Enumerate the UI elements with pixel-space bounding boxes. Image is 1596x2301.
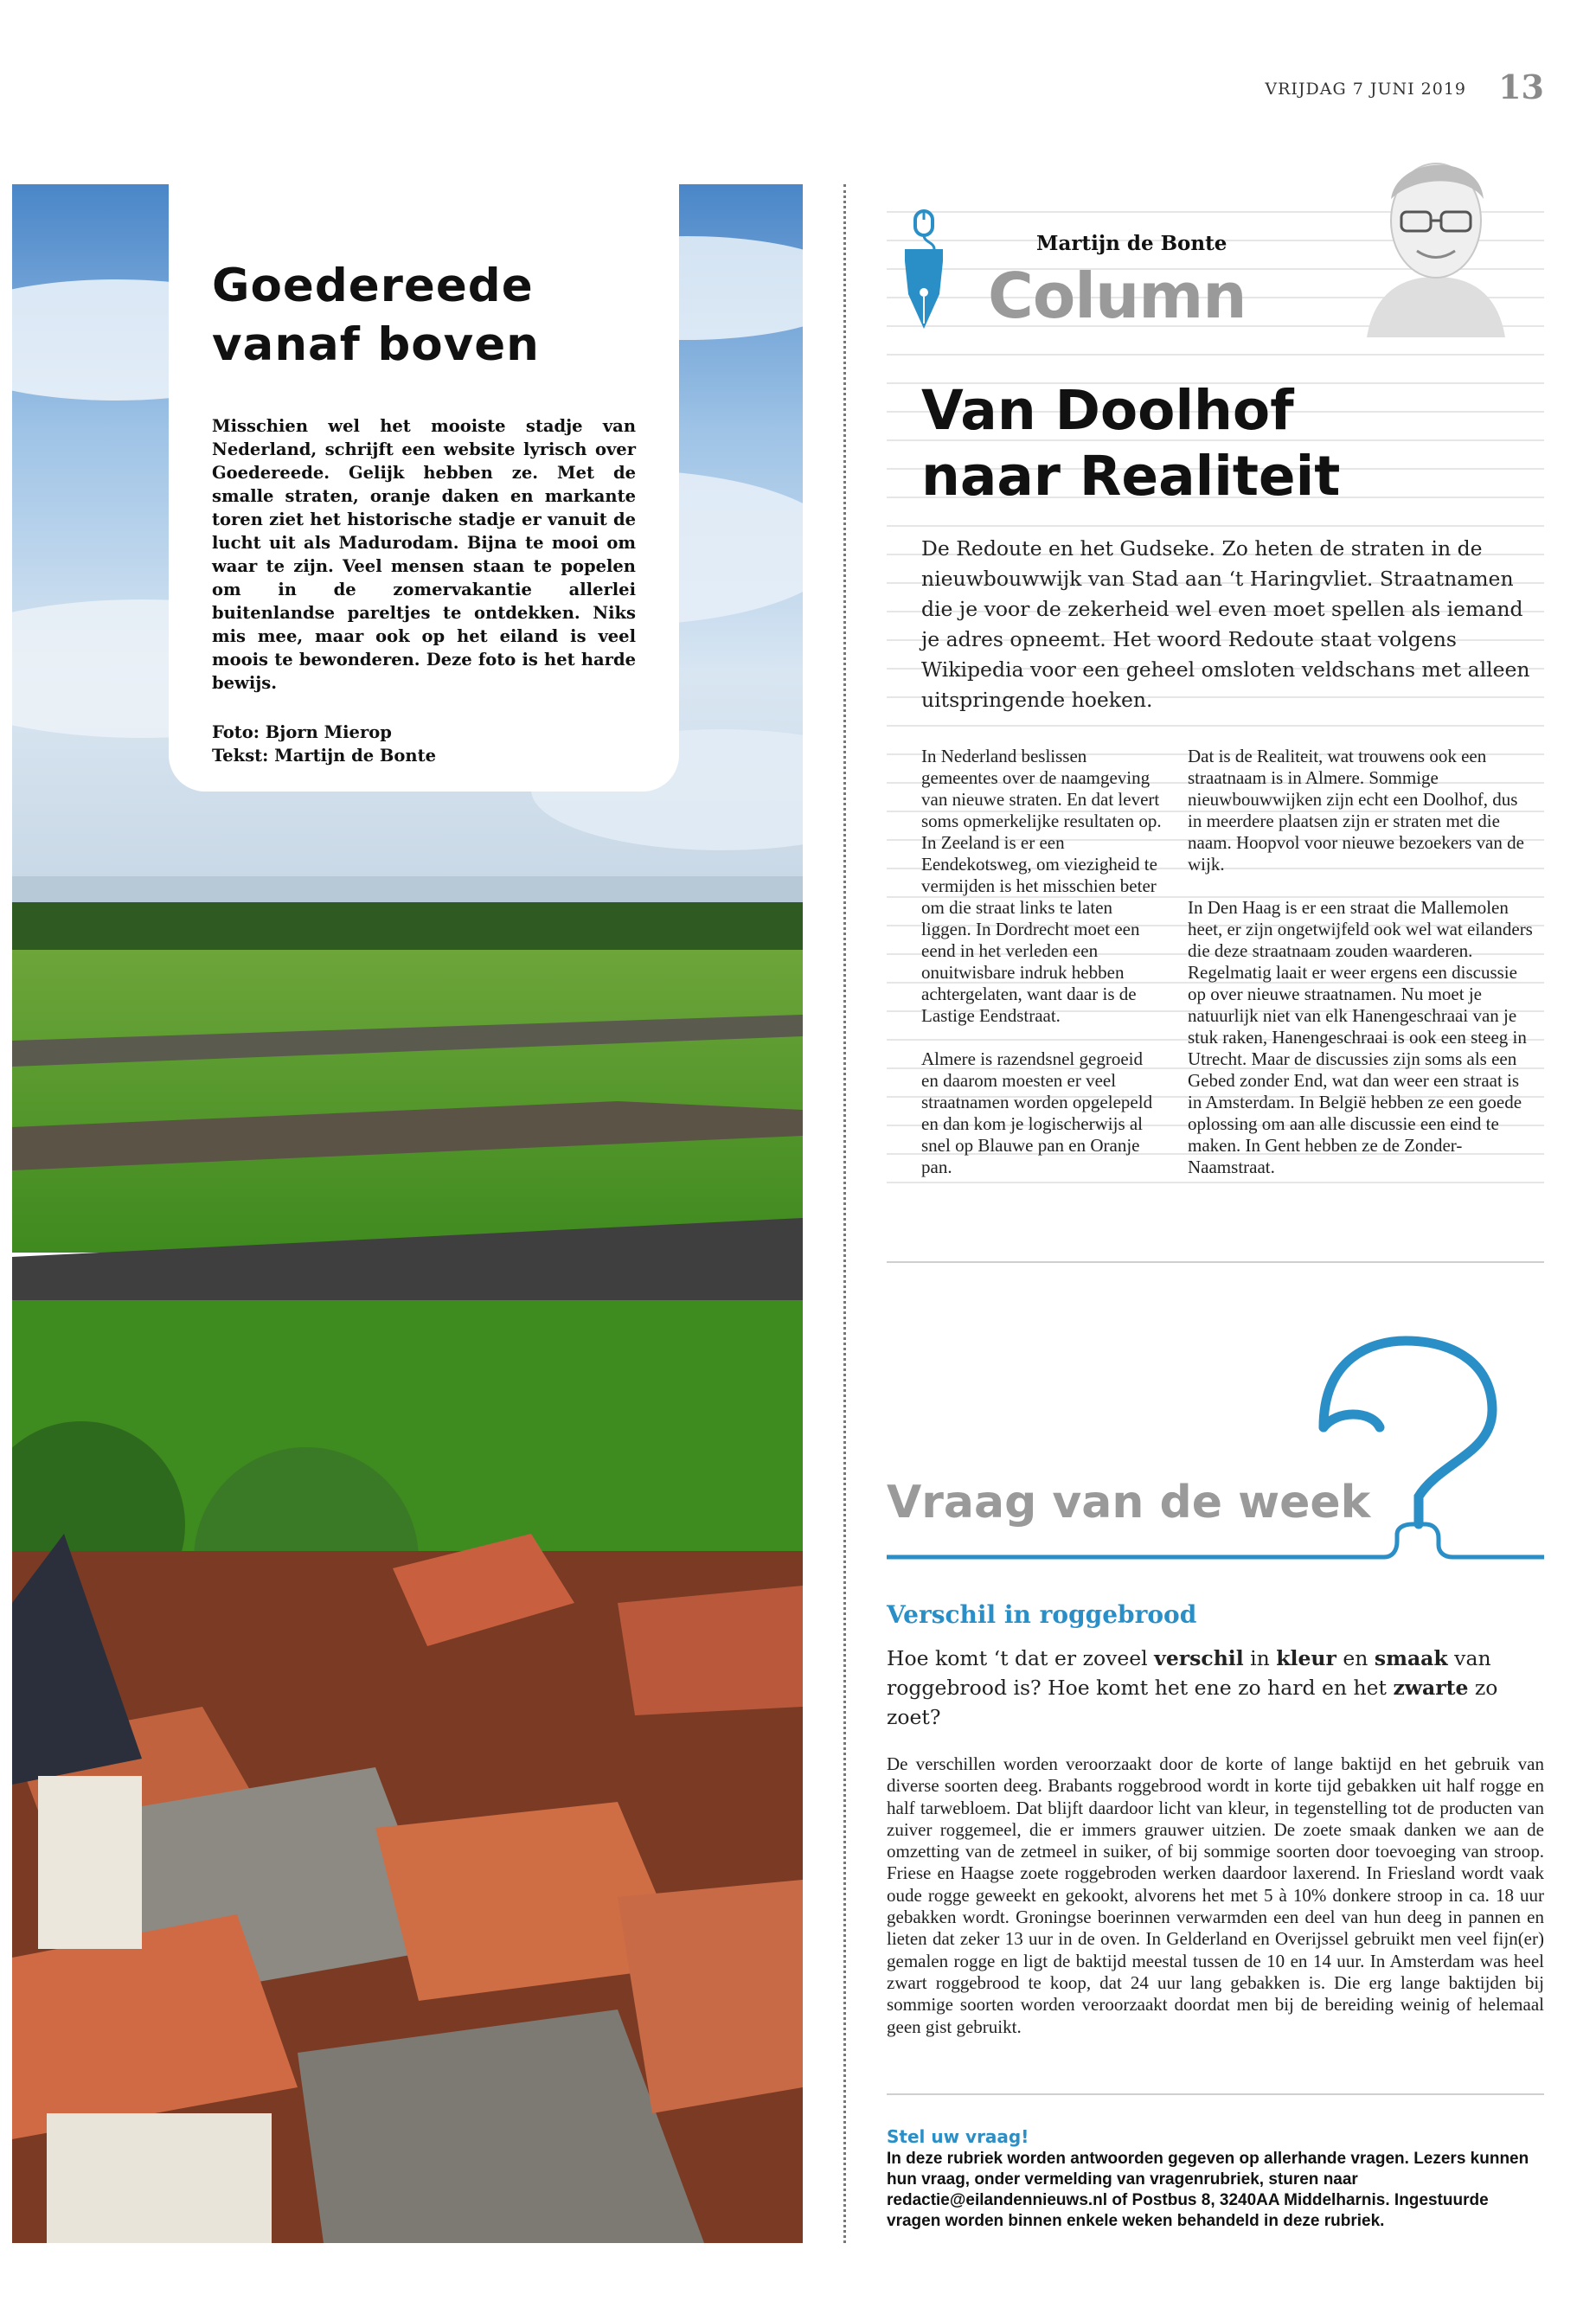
column-divider — [843, 184, 846, 2243]
question-emphasis: verschil — [1154, 1646, 1244, 1670]
photo-credit: Foto: Bjorn Mierop — [212, 722, 392, 742]
page-date: VRIJDAG 7 JUNI 2019 — [1265, 80, 1466, 99]
section-divider — [887, 1261, 1544, 1263]
column-headline-line2: naar Realiteit — [921, 445, 1341, 508]
column-body-left — [921, 746, 1163, 1178]
photo-credits — [212, 721, 636, 767]
section-divider — [887, 2093, 1544, 2095]
page-number: 13 — [1498, 67, 1544, 106]
question-emphasis: zwarte — [1393, 1676, 1469, 1700]
column-label: Column — [988, 260, 1247, 332]
column-paragraph: Dat is de Realiteit, wat trouwens ook een straatnaam is in Almere. Sommige nieuwbouwwijken zijn echt een Doolhof, dus in meerdere plaatsen zijn er straten met die naam. Hoopvol voor nieuwe bezoekers van de wijk. — [1188, 746, 1524, 875]
photo-title — [212, 257, 636, 375]
vraag-answer: De verschillen worden veroorzaakt door de korte of lange baktijd en het gebruik van diverse soorten deeg. Brabants roggebrood wordt in korte tijd gebakken uit half rogge en half tarwebloem. Dat blijft daardoor licht van kleur, in tegenstelling tot de producten van zuiver roggemeel, die er immers grauwer uitzien. De zoete smaak danken we aan de omzetting van de zetmeel in suiker, of bij sommige soorten door toevoeging van stroop. Friese en Haagse zoete roggebroden werken daardoor laxerend. In Friesland wordt vaak oude rogge geweekt en gekookt, alvorens het met 5 à 10% donkere stroop in ca. 18 uur gebakken wordt. Groningse boerinnen verwarmden een deel van hun deeg in pannen en lieten dat zeker 13 uur in de oven. In Gelderland en Overijssel gebruikt men veel fijn(er) gemalen rogge en ligt de baktijd meestal tussen de 10 en 14 uur. In Amsterdam was heel zwart roggebrood te koop, dat 24 uur lang gebakken is. Die erg lange baktijden bij sommige soorten worden veroorzaakt doordat men bij de bereiding weinig of helemaal geen gist gebruikt. — [887, 1753, 1544, 2037]
question-text: Hoe komt ‘t dat er zoveel — [887, 1646, 1155, 1670]
photo-intro-text: Misschien wel het mooiste stadje van Nederland, schrijft een website lyrisch over Goedereede. Gelijk hebben ze. Met de smalle straten, oranje daken en markante toren ziet het historische stadje er vanuit de lucht uit als Madurodam. Bijna te mooi om waar te zijn. Veel mensen staan te popelen om in de zomervakantie allerlei buitenlandse pareltjes te ontdekken. Niks mis mee, maar ook op het eiland is veel moois te bewonderen. Deze foto is het harde bewijs. — [212, 416, 636, 693]
pen-nib-mouse-icon — [898, 208, 950, 337]
submit-question-text: In deze rubriek worden antwoorden gegeven op allerhande vragen. Lezers kunnen hun vraag, onder vermelding van vragenrubriek, sturen naar redactie@eilandennieuws.nl of Postbus 8, 3240AA Middelharnis. Ingestuurde vragen worden binnen enkele weken behandeld in deze rubriek. — [887, 2150, 1529, 2230]
question-text: en — [1336, 1646, 1375, 1670]
column-lead: De Redoute en het Gudseke. Zo heten de straten in de nieuwbouwwijk van Stad aan ‘t Haringvliet. Straatnamen die je voor de zekerheid wel even moet spellen als iemand je adres opneemt. Het woord Redoute staat volgens Wikipedia voor een geheel omsloten veldschans met alleen uitspringende hoeken. — [921, 536, 1530, 712]
question-mark-icon — [887, 1324, 1544, 1566]
photo-title-line2: vanaf boven — [212, 318, 540, 371]
question-emphasis: smaak — [1374, 1646, 1448, 1670]
column-paragraph: In Den Haag is er een straat die Mallemolen heet, er zijn ongetwijfeld ook wel wat eilanders die deze straatnaam zouden waarderen. Regelmatig laait er weer ergens een discussie op over nieuwe straatnamen. Nu moet je natuurlijk niet van elk Hanengeschraai van je stuk raken, Hanengeschraai is ook een steeg in Utrecht. Maar de discussies zijn soms als een Gebed zonder End, wat dan weer een straat is in Amsterdam. In België hebben ze een goede oplossing om aan alle discussie een eind te maken. In Gent hebben ze de Zonder-Naamstraat. — [1188, 897, 1533, 1177]
author-portrait — [1349, 138, 1522, 337]
vraag-label: Vraag van de week — [887, 1477, 1371, 1529]
submit-question-title: Stel uw vraag! — [887, 2126, 1029, 2147]
column-headline — [921, 378, 1509, 510]
question-text: zo zoet? — [887, 1676, 1498, 1729]
question-text: van roggebrood is? Hoe komt het ene zo hard en het — [887, 1646, 1491, 1700]
vraag-question — [887, 1644, 1527, 1732]
question-text: in — [1243, 1646, 1277, 1670]
column-author: Martijn de Bonte — [1036, 232, 1227, 255]
text-credit: Tekst: Martijn de Bonte — [212, 746, 437, 766]
column-body-right — [1188, 746, 1534, 1178]
column-paragraph: Almere is razendsnel gegroeid en daarom moesten er veel straatnamen worden opgelepeld en dan kom je logischerwijs al snel op Blauwe pan en Oranje pan. — [921, 1048, 1153, 1177]
vraag-subtitle: Verschil in roggebrood — [887, 1600, 1197, 1629]
photo-caption-card — [169, 184, 679, 792]
column-headline-line1: Van Doolhof — [921, 379, 1294, 442]
photo-title-line1: Goedereede — [212, 260, 534, 312]
column-paragraph: In Nederland beslissen gemeentes over de naamgeving van nieuwe straten. En dat levert soms opmerkelijke resultaten op. In Zeeland is er een Eendekotsweg, om viezigheid te vermijden is het misschien beter om die straat links te laten liggen. In Dordrecht moet een eend in het verleden een onuitwisbare indruk hebben achtergelaten, want daar is de Lastige Eendstraat. — [921, 746, 1162, 1026]
question-emphasis: kleur — [1276, 1646, 1336, 1670]
